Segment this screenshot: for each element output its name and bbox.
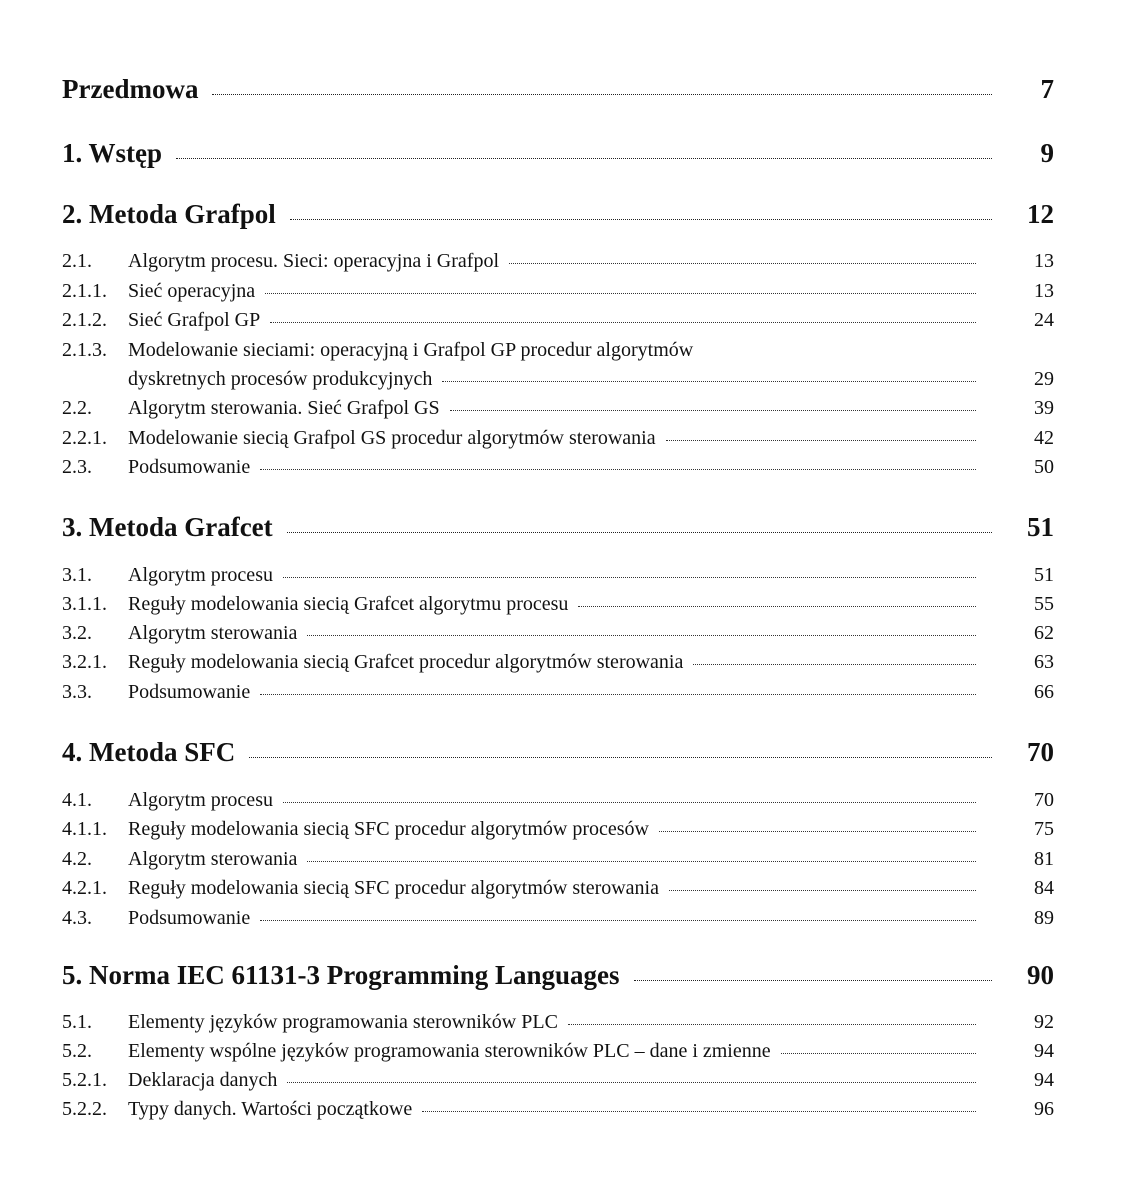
dot-leader [659,831,976,832]
section-title: Modelowanie sieciami: operacyjną i Grafpol GP procedur algorytmów [128,339,694,361]
page-number: 13 [1034,280,1054,302]
dot-leader [249,757,992,758]
dot-leader [422,1111,976,1112]
toc-entry-continuation[interactable] [62,369,1054,389]
section-number: 3.1. [62,564,92,586]
toc-entry[interactable] [62,310,1054,330]
page-number: 92 [1034,1011,1054,1033]
dot-leader [260,920,976,921]
toc-entry[interactable] [62,1041,1054,1061]
page-number: 70 [1034,789,1054,811]
section-number: 5.2.2. [62,1098,107,1120]
section-number: 2.1. [62,250,92,272]
dot-leader [693,664,976,665]
toc-entry[interactable] [62,1070,1054,1090]
heading-title: 3. Metoda Grafcet [62,512,273,542]
dot-leader [442,381,976,382]
dot-leader [509,263,976,264]
page-number: 94 [1034,1040,1054,1062]
section-title: Reguły modelowania siecią SFC procedur algorytmów sterowania [128,877,659,899]
section-title: Algorytm procesu [128,789,273,811]
dot-leader [270,322,976,323]
page-number: 94 [1034,1069,1054,1091]
section-number: 2.1.1. [62,280,107,302]
dot-leader [265,293,976,294]
toc-heading-chapter-4[interactable] [62,739,1054,766]
toc-entry[interactable] [62,594,1054,614]
section-number: 2.1.2. [62,309,107,331]
section-title: Elementy wspólne języków programowania sterowników PLC – dane i zmienne [128,1040,771,1062]
dot-leader [287,532,992,533]
dot-leader [450,410,976,411]
toc-entry[interactable] [62,878,1054,898]
section-title: Podsumowanie [128,907,251,929]
toc-entry[interactable] [62,565,1054,585]
section-title: Modelowanie siecią Grafpol GS procedur algorytmów sterowania [128,427,656,449]
page-number: 29 [1034,368,1054,390]
toc-entry[interactable] [62,623,1054,643]
section-title: Podsumowanie [128,456,251,478]
toc-entry[interactable] [62,849,1054,869]
section-title: Algorytm procesu [128,564,273,586]
section-title: Reguły modelowania siecią SFC procedur algorytmów procesów [128,818,649,840]
page-number: 13 [1034,250,1054,272]
toc-entry[interactable] [62,428,1054,448]
section-number: 4.3. [62,907,92,929]
page-number: 24 [1034,309,1054,331]
page-number: 62 [1034,622,1054,644]
section-number: 3.2.1. [62,651,107,673]
page-number: 39 [1034,397,1054,419]
page-number: 51 [1027,512,1054,542]
section-title: Typy danych. Wartości początkowe [128,1098,413,1120]
section-title: Reguły modelowania siecią Grafcet algorytmu procesu [128,593,569,615]
page-number: 90 [1027,960,1054,990]
section-number: 5.2. [62,1040,92,1062]
page-number: 63 [1034,651,1054,673]
page-number: 42 [1034,427,1054,449]
toc-entry[interactable] [62,340,1054,360]
dot-leader [568,1024,976,1025]
toc-entry[interactable] [62,281,1054,301]
page-number: 55 [1034,593,1054,615]
section-title: Algorytm sterowania [128,622,298,644]
dot-leader [578,606,976,607]
heading-title: 1. Wstęp [62,138,163,168]
section-title: Elementy języków programowania sterowników PLC [128,1011,558,1033]
page-number: 51 [1034,564,1054,586]
section-number: 3.3. [62,681,92,703]
page-number: 50 [1034,456,1054,478]
dot-leader [176,158,992,159]
section-title: Sieć operacyjna [128,280,256,302]
dot-leader [283,802,976,803]
toc-heading-chapter-1[interactable] [62,140,1054,167]
dot-leader [307,861,976,862]
page-number: 81 [1034,848,1054,870]
toc-entry[interactable] [62,682,1054,702]
dot-leader [283,577,976,578]
heading-title: Przedmowa [62,74,199,104]
toc-heading-przedmowa[interactable] [62,76,1054,103]
toc-heading-chapter-2[interactable] [62,201,1054,228]
toc-entry[interactable] [62,251,1054,271]
section-title: Podsumowanie [128,681,251,703]
section-number: 2.3. [62,456,92,478]
section-number: 4.1. [62,789,92,811]
page-number: 12 [1027,199,1054,229]
section-title: Algorytm procesu. Sieci: operacyjna i Grafpol [128,250,499,272]
page-number: 89 [1034,907,1054,929]
page-number: 9 [1040,138,1054,168]
section-number: 4.2. [62,848,92,870]
toc-entry[interactable] [62,1099,1054,1119]
toc-entry[interactable] [62,398,1054,418]
section-number: 3.2. [62,622,92,644]
section-number: 2.1.3. [62,339,107,361]
page-number: 75 [1034,818,1054,840]
toc-heading-chapter-3[interactable] [62,514,1054,541]
page-number: 96 [1034,1098,1054,1120]
section-title: Sieć Grafpol GP [128,309,261,331]
section-number: 4.2.1. [62,877,107,899]
heading-title: 2. Metoda Grafpol [62,199,276,229]
dot-leader [260,694,976,695]
section-title: Algorytm sterowania [128,848,298,870]
dot-leader [260,469,976,470]
toc-entry[interactable] [62,819,1054,839]
dot-leader [781,1053,976,1054]
page-number: 70 [1027,737,1054,767]
section-number: 5.1. [62,1011,92,1033]
page-number: 7 [1040,74,1054,104]
section-title: Algorytm sterowania. Sieć Grafpol GS [128,397,440,419]
section-title: Deklaracja danych [128,1069,278,1091]
toc-entry[interactable] [62,1012,1054,1032]
dot-leader [290,219,992,220]
dot-leader [634,980,993,981]
toc-heading-chapter-5[interactable] [62,962,1054,989]
section-title: Reguły modelowania siecią Grafcet procedur algorytmów sterowania [128,651,684,673]
dot-leader [666,440,976,441]
section-number: 2.2. [62,397,92,419]
toc-entry[interactable] [62,457,1054,477]
heading-title: 5. Norma IEC 61131-3 Programming Languages [62,960,620,990]
heading-title: 4. Metoda SFC [62,737,236,767]
section-number: 4.1.1. [62,818,107,840]
toc-entry[interactable] [62,790,1054,810]
section-number: 2.2.1. [62,427,107,449]
toc-entry[interactable] [62,908,1054,928]
dot-leader [307,635,976,636]
section-title-continuation: dyskretnych procesów produkcyjnych [128,368,433,390]
page-number: 66 [1034,681,1054,703]
dot-leader [287,1082,976,1083]
dot-leader [212,94,992,95]
page-number: 84 [1034,877,1054,899]
dot-leader [669,890,976,891]
toc-entry[interactable] [62,652,1054,672]
section-number: 3.1.1. [62,593,107,615]
section-number: 5.2.1. [62,1069,107,1091]
